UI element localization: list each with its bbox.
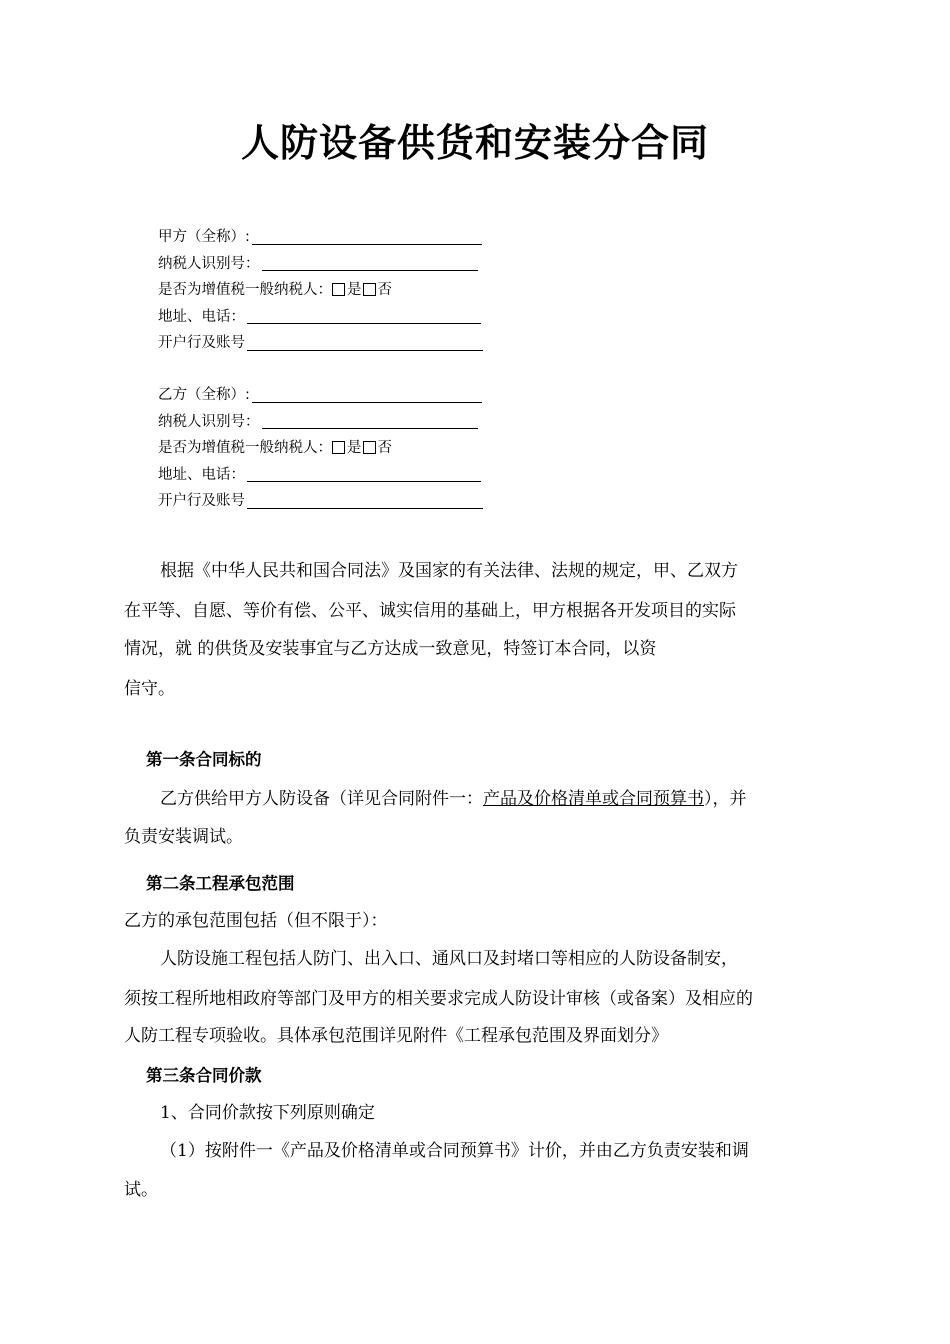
preamble-line-4: 信守。 [124,679,175,699]
party-b-address-row [158,462,483,489]
article-2-line-3: 人防工程专项验收。具体承包范围详见附件《工程承包范围及界面划分》 [124,1026,668,1046]
article-3-sub-1-line-1: （1）按附件一《产品及价格清单或合同预算书》计价，并由乙方负责安装和调 [160,1141,749,1161]
party-a-vat-label: 是否为增值税一般纳税人： [158,282,332,298]
party-a-name-row [158,224,483,251]
party-b-vat-row [158,435,483,462]
article-2-line-1: 人防设施工程包括人防门、出入口、通风口及封堵口等相应的人防设备制安， [160,949,738,969]
preamble-line-2: 在平等、自愿、等价有偿、公平、诚实信用的基础上，甲方根据各开发项目的实际 [124,601,736,621]
article-3-item-1: 1、合同价款按下列原则确定 [160,1103,375,1123]
party-b-address-label: 地址、电话： [158,466,245,483]
party-a-tax-label: 纳税人识别号： [158,255,260,272]
party-a-tax-field[interactable] [262,256,478,271]
party-b-name-field[interactable] [252,388,482,403]
party-a-tax-row [158,251,483,278]
article-1-text-before: 乙方供给甲方人防设备（详见合同附件一： [160,789,483,809]
article-1-line-1 [160,784,747,809]
party-b-vat-no-checkbox[interactable] [363,441,376,454]
party-a-name-label: 甲方（全称）: [158,229,250,245]
article-1-line-2: 负责安装调试。 [124,827,243,847]
party-b-block [158,382,483,515]
party-b-vat-label: 是否为增值税一般纳税人： [158,440,332,456]
article-2-line-2: 须按工程所地相政府等部门及甲方的相关要求完成人防设计审核（或备案）及相应的 [124,989,753,1009]
page-title: 人防设备供货和安装分合同 [240,121,709,165]
party-a-bank-row [158,330,483,357]
party-b-bank-row [158,488,483,515]
party-b-tax-label: 纳税人识别号： [158,413,260,430]
party-a-vat-yes-label: 是 [347,282,362,298]
party-a-block [158,224,483,357]
article-2-heading: 第二条工程承包范围 [146,874,295,893]
party-b-vat-no-label: 否 [377,440,392,456]
article-1-heading: 第一条合同标的 [146,750,262,769]
preamble-line-3: 情况，就 的供货及安装事宜与乙方达成一致意见，特签订本合同，以资 [124,639,657,659]
party-b-tax-row [158,409,483,436]
article-3-heading: 第三条合同价款 [146,1066,262,1085]
article-2-intro: 乙方的承包范围包括（但不限于）： [124,911,388,931]
article-1-text-after: ），并 [704,789,747,809]
party-a-bank-label: 开户行及账号 [158,335,245,351]
article-1-attachment-link[interactable]: 产品及价格清单或合同预算书 [483,789,704,809]
party-b-vat-yes-checkbox[interactable] [332,441,345,454]
preamble-line-1: 根据《中华人民共和国合同法》及国家的有关法律、法规的规定，甲、乙双方 [160,561,738,581]
party-b-bank-label: 开户行及账号 [158,493,245,509]
party-a-bank-field[interactable] [247,336,483,351]
party-a-address-row [158,304,483,331]
party-a-vat-no-label: 否 [377,282,392,298]
party-a-vat-row [158,277,483,304]
party-a-address-label: 地址、电话： [158,308,245,325]
party-a-name-field[interactable] [252,230,482,245]
article-3-sub-1-line-2: 试。 [124,1180,158,1200]
party-a-vat-yes-checkbox[interactable] [332,283,345,296]
party-b-name-row [158,382,483,409]
party-a-address-field[interactable] [247,309,481,324]
party-b-tax-field[interactable] [262,414,478,429]
party-b-name-label: 乙方（全称）: [158,387,250,403]
party-b-address-field[interactable] [247,467,481,482]
party-b-vat-yes-label: 是 [347,440,362,456]
party-b-bank-field[interactable] [247,494,483,509]
party-a-vat-no-checkbox[interactable] [363,283,376,296]
